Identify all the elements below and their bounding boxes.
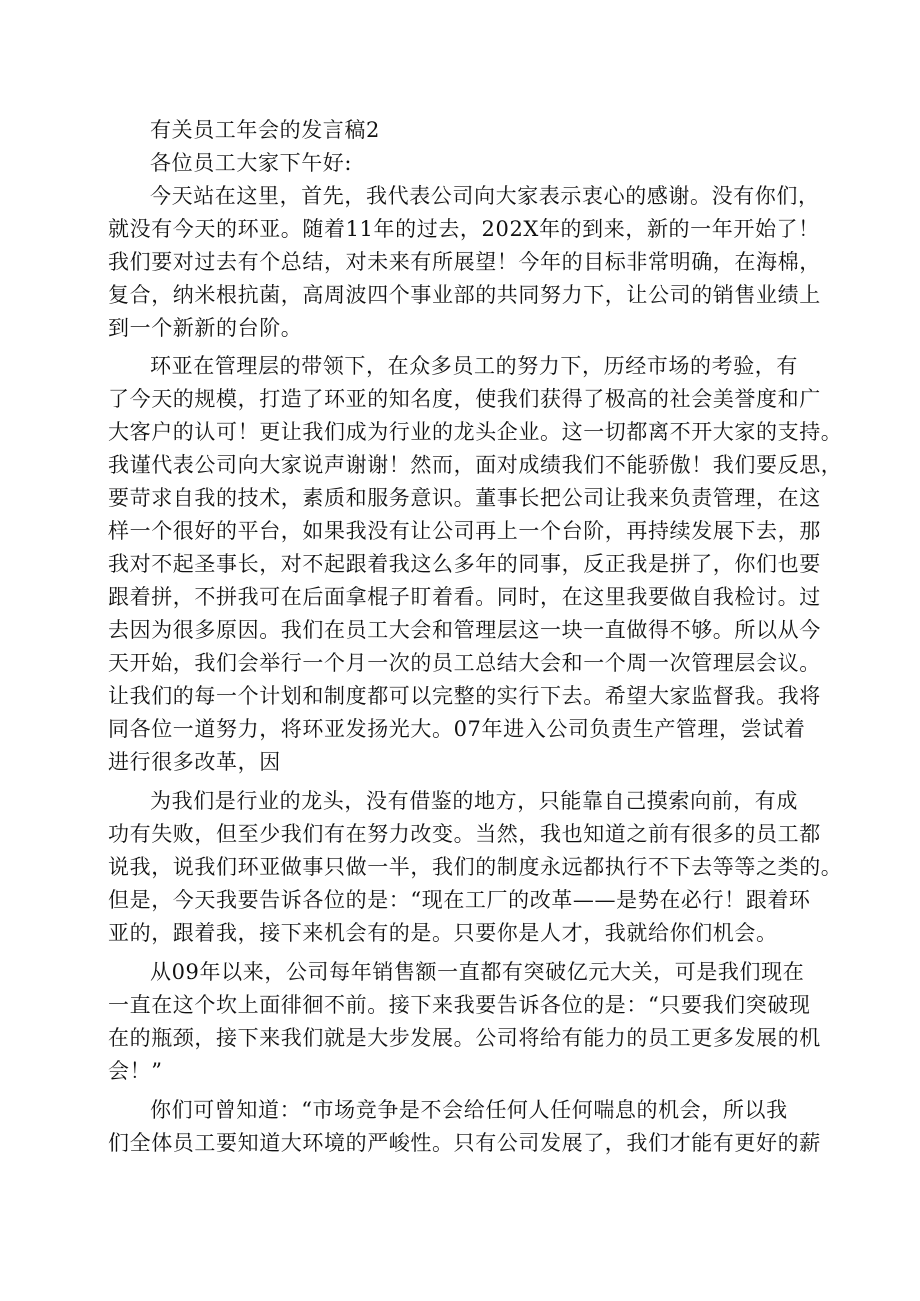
body-line: 我谨代表公司向大家说声谢谢！然而，面对成绩我们不能骄傲！我们要反思， [108, 453, 843, 477]
body-line: 你们可曾知道：“市场竞争是不会给任何人任何喘息的机会，所以我 [150, 1098, 788, 1122]
body-line: 同各位一道努力，将环亚发扬光大。07年进入公司负责生产管理，尝试着 [108, 717, 806, 741]
body-line: 会！” [108, 1059, 163, 1083]
body-line: 但是，今天我要告诉各位的是：“现在工厂的改革——是势在必行！跟着环 [108, 888, 811, 912]
body-line: 进行很多改革，因 [108, 750, 281, 774]
greeting-line: 各位员工大家下午好: [150, 151, 353, 175]
body-line: 功有失败，但至少我们有在努力改变。当然，我也知道之前有很多的员工都 [108, 822, 821, 846]
body-line: 在的瓶颈，接下来我们就是大步发展。公司将给有能力的员工更多发展的机 [108, 1026, 821, 1050]
body-line: 说我，说我们环亚做事只做一半，我们的制度永远都执行不下去等等之类的。 [108, 855, 843, 879]
body-line: 亚的，跟着我，接下来机会有的是。只要你是人才，我就给你们机会。 [108, 921, 778, 945]
body-line: 去因为很多原因。我们在员工大会和管理层这一块一直做得不够。所以从今 [108, 618, 821, 642]
body-line: 复合，纳米根抗菌，高周波四个事业部的共同努力下，让公司的销售业绩上 [108, 283, 821, 307]
body-line: 我对不起圣事长，对不起跟着我这么多年的同事，反正我是拼了，你们也要 [108, 552, 821, 576]
body-line: 要苛求自我的技术，素质和服务意识。董事长把公司让我来负责管理，在这 [108, 486, 821, 510]
body-line: 跟着拼，不拼我可在后面拿棍子盯着看。同时，在这里我要做自我检讨。过 [108, 585, 821, 609]
body-line: 样一个很好的平台，如果我没有让公司再上一个台阶，再持续发展下去，那 [108, 519, 821, 543]
body-line: 到一个新新的台阶。 [108, 316, 303, 340]
body-line: 大客户的认可！更让我们成为行业的龙头企业。这一切都离不开大家的支持。 [108, 420, 843, 444]
body-line: 一直在这个坎上面徘徊不前。接下来我要告诉各位的是：“只要我们突破现 [108, 993, 811, 1017]
body-line: 了今天的规模，打造了环亚的知名度，使我们获得了极高的社会美誉度和广 [108, 387, 821, 411]
body-line: 让我们的每一个计划和制度都可以完整的实行下去。希望大家监督我。我将 [108, 684, 821, 708]
body-line: 我们要对过去有个总结，对未来有所展望！今年的目标非常明确，在海棉， [108, 250, 821, 274]
body-line: 天开始，我们会举行一个月一次的员工总结大会和一个周一次管理层会议。 [108, 651, 821, 675]
body-line: 就没有今天的环亚。随着11年的过去，202X年的到来，新的一年开始了！ [108, 217, 820, 241]
body-line: 从09年以来，公司每年销售额一直都有突破亿元大关，可是我们现在 [150, 960, 805, 984]
body-line: 为我们是行业的龙头，没有借鉴的地方，只能靠自己摸索向前，有成 [150, 789, 798, 813]
body-line: 今天站在这里，首先，我代表公司向大家表示衷心的感谢。没有你们， [150, 184, 820, 208]
document-title: 有关员工年会的发言稿2 [150, 118, 380, 142]
body-line: 环亚在管理层的带领下，在众多员工的努力下，历经市场的考验，有 [150, 354, 798, 378]
body-line: 们全体员工要知道大环境的严峻性。只有公司发展了，我们才能有更好的薪 [108, 1131, 821, 1155]
